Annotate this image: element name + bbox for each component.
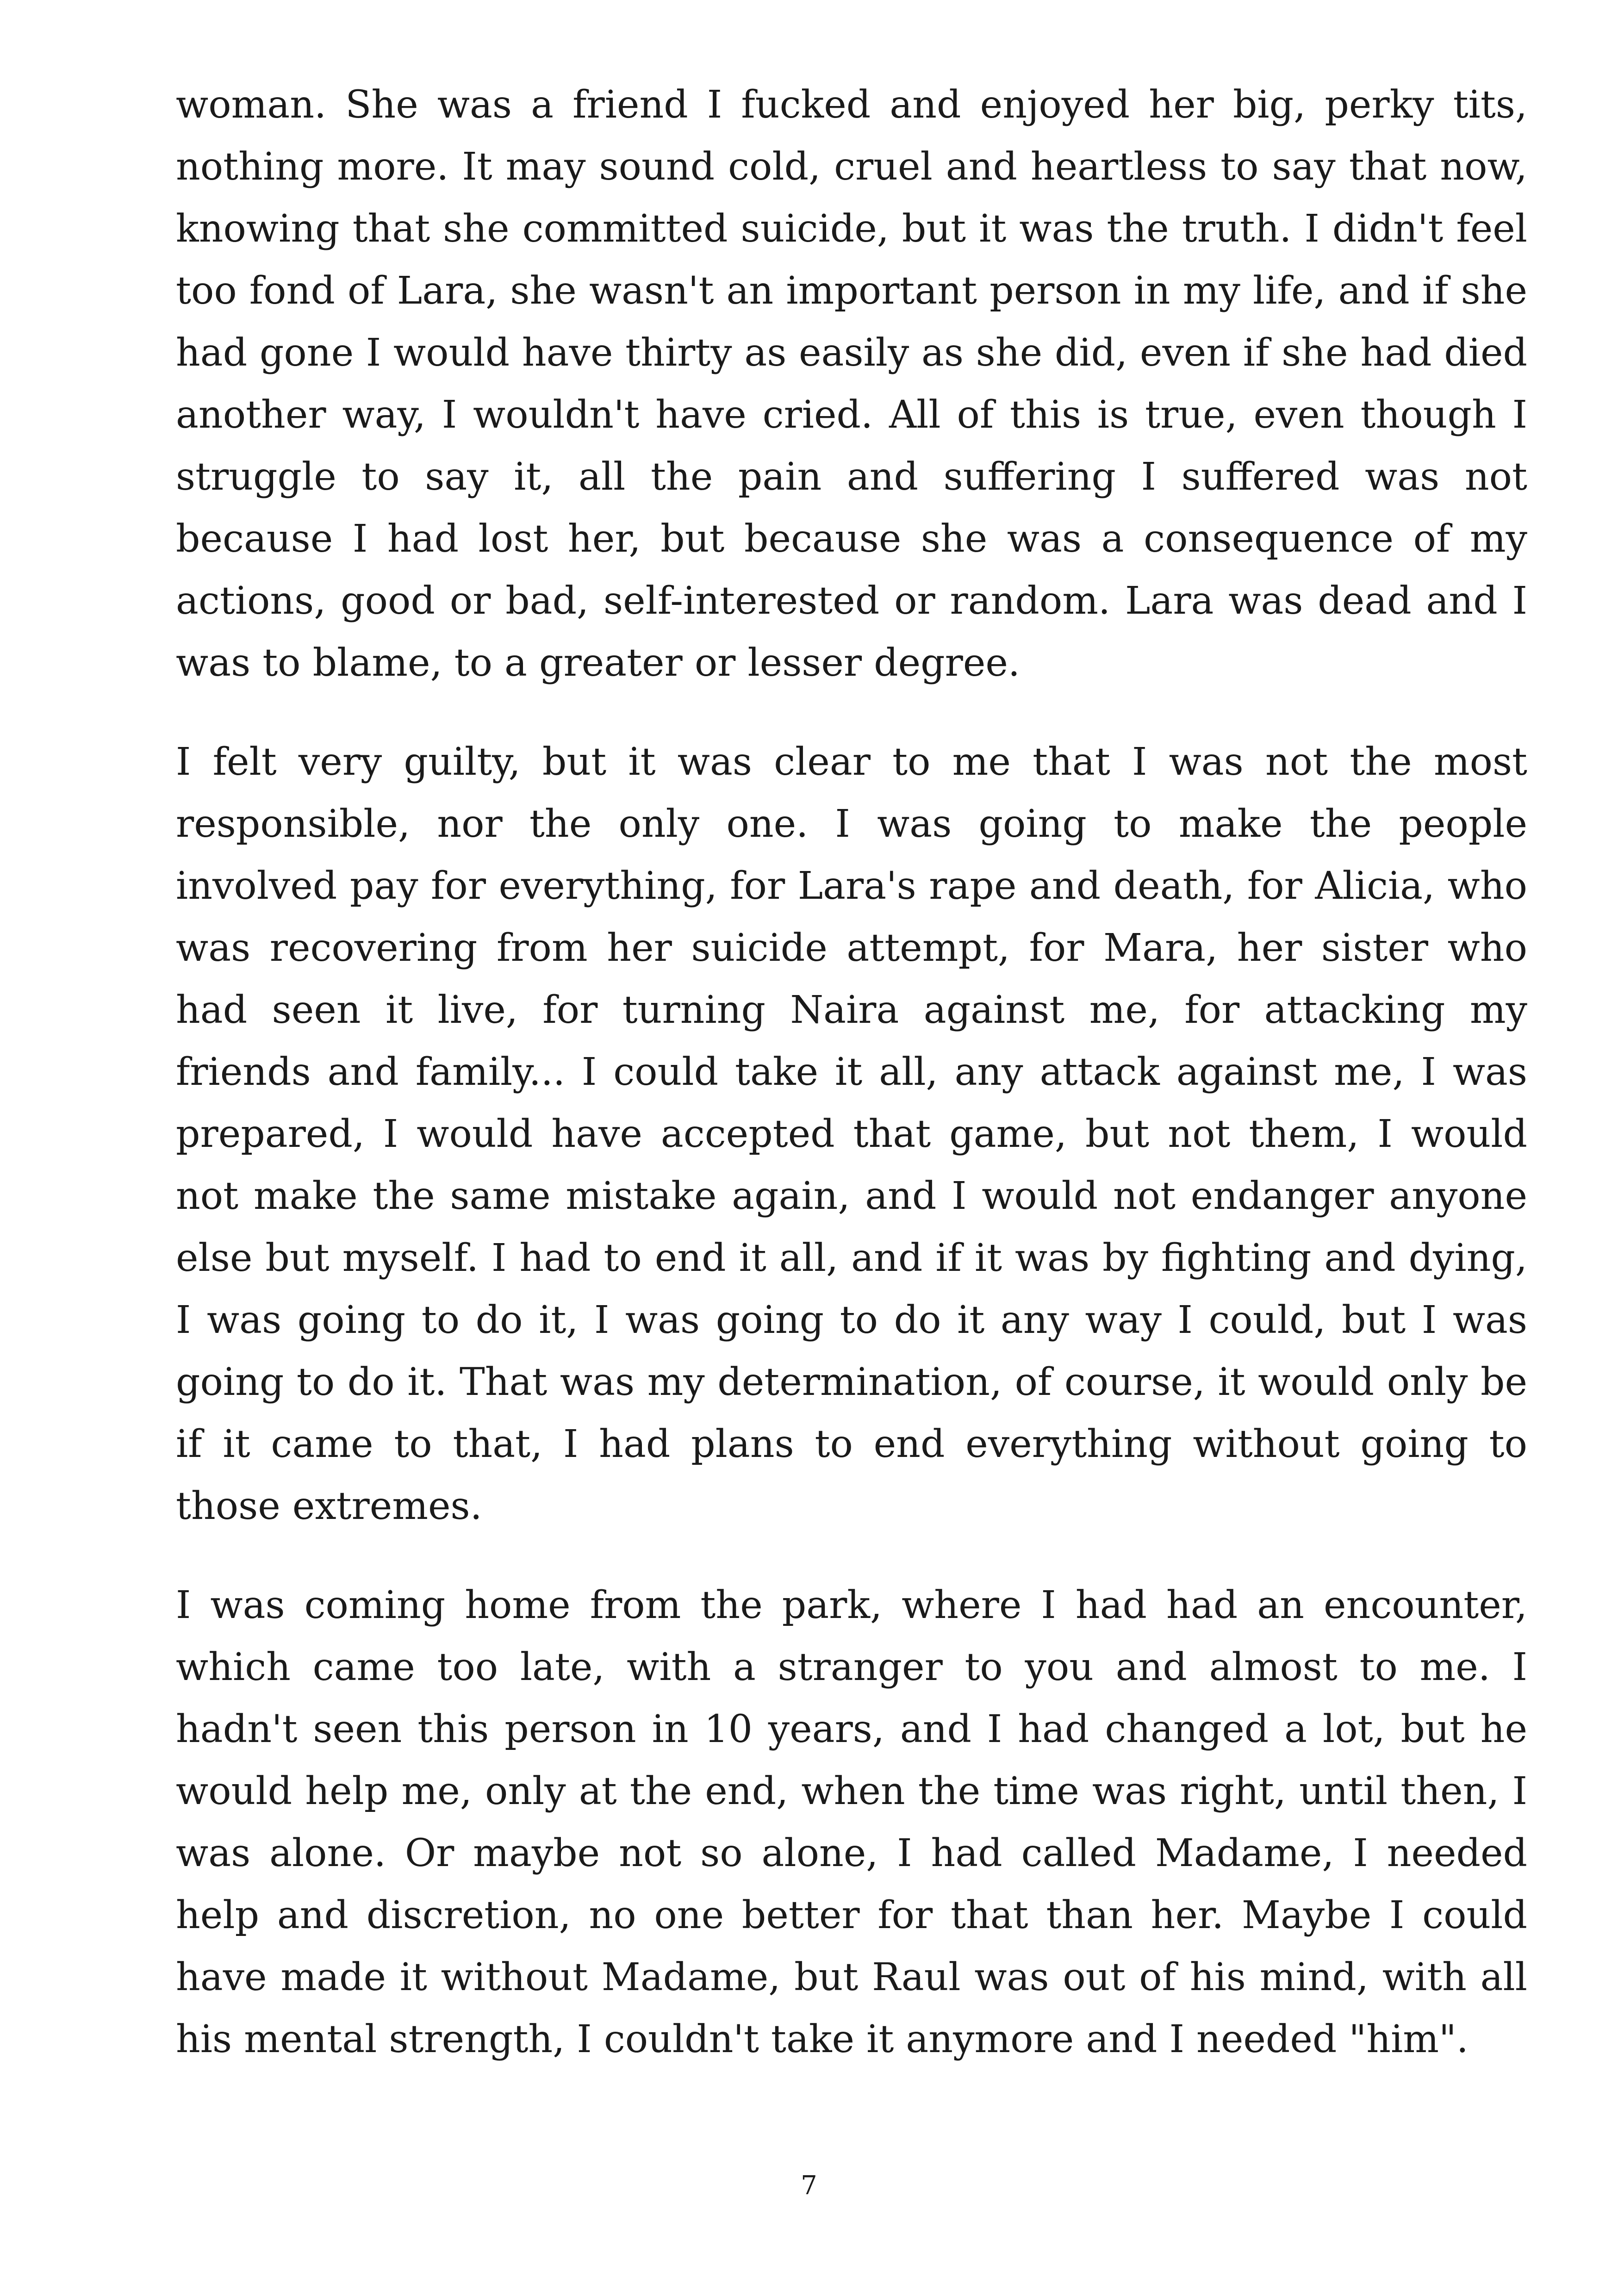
paragraph: I felt very guilty, but it was clear to me that I was not the most responsible, nor the only one. I was going to make the people involved pay for everything, for Lara's rape and death, for Alicia, who was recovering from her suicide attempt, for Mara, her sister who had seen it live, for turning Naira against me, for attacking my friends and family... I could take it all, any attack against me, I was prepared, I would have accepted that game, but not them, I would not make the same mistake again, and I would not endanger anyone else but myself. I had to end it all, and if it was by fighting and dying, I was going to do it, I was going to do it any way I could, but I was going to do it. That was my determination, of course, it would only be if it came to that, I had plans to end everything without going to those extremes. — [176, 740, 1527, 1528]
page-number: 7 — [801, 2171, 817, 2201]
paragraph: woman. She was a friend I fucked and enjoyed her big, perky tits, nothing more. It may sound cold, cruel and heartless to say that now, knowing that she committed suicide, but it was the truth. I didn't feel too fond of Lara, she wasn't an important person in my life, and if she had gone I would have thirty as easily as she did, even if she had died another way, I wouldn't have cried. All of this is true, even though I struggle to say it, all the pain and suffering I suffered was not because I had lost her, but because she was a consequence of my actions, good or bad, self-interested or random. Lara was dead and I was to blame, to a greater or lesser degree. — [176, 83, 1527, 685]
paragraph: I was coming home from the park, where I had had an encounter, which came too late, with a stranger to you and almost to me. I hadn't seen this person in 10 years, and I had changed a lot, but he would help me, only at the end, when the time was right, until then, I was alone. Or maybe not so alone, I had called Madame, I needed help and discretion, no one better for that than her. Maybe I could have made it without Madame, but Raul was out of his mind, with all his mental strength, I couldn't take it anymore and I needed "him". — [176, 1583, 1527, 2061]
body-text — [176, 74, 1527, 2108]
